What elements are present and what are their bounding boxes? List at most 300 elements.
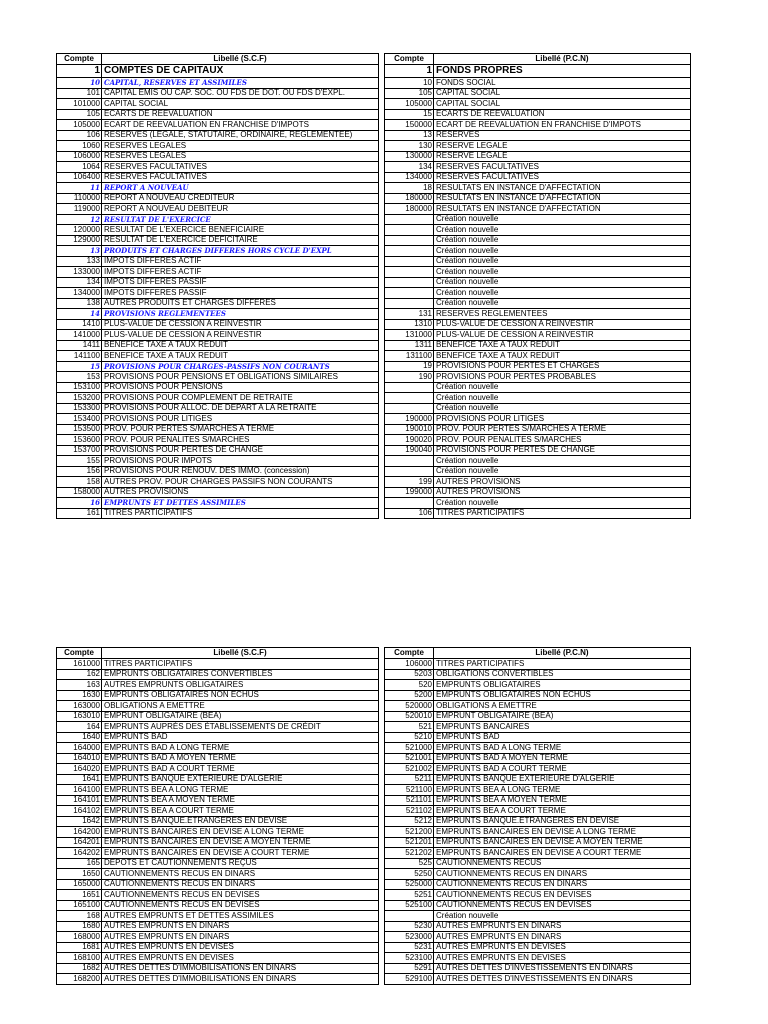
account-label: RESERVE LEGALE bbox=[434, 141, 691, 152]
account-label: PRODUITS ET CHARGES DIFFERES HORS CYCLE D'EXPL bbox=[102, 246, 379, 257]
account-label: CAPITAL, RESERVES ET ASSIMILES bbox=[102, 78, 379, 89]
table-row bbox=[385, 942, 691, 953]
table-row bbox=[385, 393, 691, 404]
table-row bbox=[57, 911, 379, 922]
table-row bbox=[57, 424, 379, 435]
table-row bbox=[57, 837, 379, 848]
table-row bbox=[57, 974, 379, 985]
table-row bbox=[57, 414, 379, 425]
account-code bbox=[385, 456, 434, 467]
account-label: AUTRES EMPRUNTS EN DEVISES bbox=[434, 942, 691, 953]
table-row bbox=[57, 890, 379, 901]
table-row bbox=[385, 785, 691, 796]
table-row bbox=[57, 963, 379, 974]
table-row bbox=[57, 900, 379, 911]
account-label: Création nouvelle bbox=[434, 288, 691, 299]
account-code bbox=[385, 393, 434, 404]
table-row bbox=[385, 890, 691, 901]
account-code: 525000 bbox=[385, 879, 434, 890]
account-code bbox=[385, 277, 434, 288]
account-label: Création nouvelle bbox=[434, 456, 691, 467]
account-label: ECART DE REEVALUATION EN FRANCHISE D'IMPOTS bbox=[434, 120, 691, 131]
account-code: 165 bbox=[57, 858, 102, 869]
account-code: 521100 bbox=[385, 785, 434, 796]
table-row bbox=[385, 816, 691, 827]
table-row bbox=[385, 827, 691, 838]
table-row bbox=[385, 256, 691, 267]
table-row bbox=[385, 477, 691, 488]
table-row bbox=[57, 953, 379, 964]
account-label: CAPITAL SOCIAL bbox=[434, 88, 691, 99]
account-label: AUTRES EMPRUNTS ET DETTES ASSIMILES bbox=[102, 911, 379, 922]
table-row bbox=[385, 109, 691, 120]
account-code: 165000 bbox=[57, 879, 102, 890]
account-code: 5212 bbox=[385, 816, 434, 827]
account-code: 164201 bbox=[57, 837, 102, 848]
account-code: 190 bbox=[385, 372, 434, 383]
table-row bbox=[385, 246, 691, 257]
table-row bbox=[385, 743, 691, 754]
table-row bbox=[385, 837, 691, 848]
account-label: CAUTIONNEMENTS RECUS EN DINARS bbox=[102, 869, 379, 880]
account-label: EMPRUNTS BEA A MOYEN TERME bbox=[434, 795, 691, 806]
account-label: OBLIGATIONS A EMETTRE bbox=[102, 701, 379, 712]
table-row bbox=[385, 963, 691, 974]
account-code: 521101 bbox=[385, 795, 434, 806]
table-row bbox=[57, 372, 379, 383]
account-label: RESULTAT DE L'EXERCICE BENEFICIAIRE bbox=[102, 225, 379, 236]
table-row bbox=[57, 732, 379, 743]
table-row bbox=[385, 795, 691, 806]
table-row bbox=[385, 722, 691, 733]
section-row bbox=[57, 183, 379, 194]
account-label: EMPRUNTS BAD A LONG TERME bbox=[434, 743, 691, 754]
account-label: RESERVES REGLEMENTEES bbox=[434, 309, 691, 320]
account-code: 1642 bbox=[57, 816, 102, 827]
account-code: 134 bbox=[385, 162, 434, 173]
table-row bbox=[57, 816, 379, 827]
account-code: 16 bbox=[57, 498, 102, 509]
account-label: EMPRUNTS OBLIGATAIRES CONVERTIBLES bbox=[102, 669, 379, 680]
account-code: 131 bbox=[385, 309, 434, 320]
table-row bbox=[385, 435, 691, 446]
account-code: 521102 bbox=[385, 806, 434, 817]
account-label: CAUTIONNEMENTS RECUS EN DINARS bbox=[102, 879, 379, 890]
table-row bbox=[385, 351, 691, 362]
table-row bbox=[385, 298, 691, 309]
account-code: 131000 bbox=[385, 330, 434, 341]
table-row bbox=[57, 869, 379, 880]
account-label: PLUS-VALUE DE CESSION A REINVESTIR bbox=[102, 319, 379, 330]
account-code: 163010 bbox=[57, 711, 102, 722]
account-code: 165100 bbox=[57, 900, 102, 911]
account-code bbox=[385, 267, 434, 278]
table-row bbox=[57, 298, 379, 309]
header-row bbox=[385, 54, 691, 65]
account-label: Création nouvelle bbox=[434, 403, 691, 414]
table-row bbox=[57, 445, 379, 456]
account-code bbox=[385, 288, 434, 299]
account-label: RESERVES FACULTATIVES bbox=[434, 172, 691, 183]
account-code: 1640 bbox=[57, 732, 102, 743]
account-code: 105000 bbox=[385, 99, 434, 110]
account-label: PLUS-VALUE DE CESSION A REINVESTIR bbox=[102, 330, 379, 341]
account-code: 190040 bbox=[385, 445, 434, 456]
account-code: 168100 bbox=[57, 953, 102, 964]
account-code: 19 bbox=[385, 361, 434, 372]
account-label: EMPRUNTS OBLIGATAIRES NON ECHUS bbox=[434, 690, 691, 701]
account-code bbox=[385, 498, 434, 509]
table-row bbox=[385, 869, 691, 880]
account-code: 15 bbox=[385, 109, 434, 120]
account-code: 110000 bbox=[57, 193, 102, 204]
account-label: EMPRUNTS OBLIGATAIRES bbox=[434, 680, 691, 691]
table-row bbox=[57, 88, 379, 99]
account-label: EMPRUNT OBLIGATAIRE (BEA) bbox=[102, 711, 379, 722]
libelle-scf-header: Libellé (S.C.F) bbox=[102, 54, 379, 65]
account-code: 13 bbox=[385, 130, 434, 141]
account-label: BENEFICE TAXE A TAUX REDUIT bbox=[102, 340, 379, 351]
table-row bbox=[57, 858, 379, 869]
account-label: EMPRUNTS BANCAIRES EN DEVISE A MOYEN TERME bbox=[434, 837, 691, 848]
account-label: EMPRUNTS ET DETTES ASSIMILES bbox=[102, 498, 379, 509]
account-label: TITRES PARTICIPATIFS bbox=[102, 659, 379, 670]
section-row bbox=[57, 78, 379, 89]
account-code: 10 bbox=[385, 78, 434, 89]
table-row bbox=[57, 764, 379, 775]
account-code: 521002 bbox=[385, 764, 434, 775]
account-code: 164200 bbox=[57, 827, 102, 838]
table-row bbox=[385, 141, 691, 152]
table-row bbox=[57, 879, 379, 890]
account-code: 120000 bbox=[57, 225, 102, 236]
table-row bbox=[385, 711, 691, 722]
account-label: EMPRUNTS BANCAIRES bbox=[434, 722, 691, 733]
table-row bbox=[57, 141, 379, 152]
table-row bbox=[57, 508, 379, 519]
account-code: 190010 bbox=[385, 424, 434, 435]
table-row bbox=[385, 193, 691, 204]
account-code: 164102 bbox=[57, 806, 102, 817]
account-code: 158 bbox=[57, 477, 102, 488]
account-code: 1311 bbox=[385, 340, 434, 351]
account-label: REPORT A NOUVEAU CREDITEUR bbox=[102, 193, 379, 204]
account-code: 520000 bbox=[385, 701, 434, 712]
account-code: 199 bbox=[385, 477, 434, 488]
pcn-table-1 bbox=[384, 53, 691, 519]
table-row bbox=[385, 879, 691, 890]
table-row bbox=[57, 256, 379, 267]
table-row bbox=[385, 361, 691, 372]
account-code: 520 bbox=[385, 680, 434, 691]
account-code: 521001 bbox=[385, 753, 434, 764]
table-row bbox=[385, 690, 691, 701]
account-label: RESULTATS EN INSTANCE D'AFFECTATION bbox=[434, 183, 691, 194]
table-row bbox=[57, 942, 379, 953]
account-code: 153300 bbox=[57, 403, 102, 414]
table-row bbox=[385, 732, 691, 743]
account-code: 153600 bbox=[57, 435, 102, 446]
account-code: 150000 bbox=[385, 120, 434, 131]
account-code: 105 bbox=[57, 109, 102, 120]
account-code: 15 bbox=[57, 361, 102, 372]
table-row bbox=[385, 235, 691, 246]
libelle-pcn-header: Libellé (P.C.N) bbox=[434, 648, 691, 659]
account-label: CAUTIONNEMENTS RECUS EN DEVISES bbox=[102, 890, 379, 901]
account-code: 5291 bbox=[385, 963, 434, 974]
account-label: EMPRUNTS BEA A LONG TERME bbox=[102, 785, 379, 796]
table-row bbox=[57, 785, 379, 796]
account-code: 106000 bbox=[385, 659, 434, 670]
account-code: 1641 bbox=[57, 774, 102, 785]
account-label: FONDS PROPRES bbox=[434, 65, 691, 78]
account-code: 141000 bbox=[57, 330, 102, 341]
account-code: 141100 bbox=[57, 351, 102, 362]
account-code: 5251 bbox=[385, 890, 434, 901]
table-row bbox=[57, 120, 379, 131]
scf-table-2-body bbox=[57, 659, 379, 985]
account-code: 164 bbox=[57, 722, 102, 733]
account-label: AUTRES DETTES D'IMMOBILISATIONS EN DINARS bbox=[102, 974, 379, 985]
account-label: CAPITAL SOCIAL bbox=[434, 99, 691, 110]
account-code: 129000 bbox=[57, 235, 102, 246]
compte-header: Compte bbox=[385, 54, 434, 65]
account-label: PROVISIONS POUR COMPLEMENT DE RETRAITE bbox=[102, 393, 379, 404]
table-row bbox=[385, 403, 691, 414]
table-row bbox=[57, 753, 379, 764]
account-label: RESERVES bbox=[434, 130, 691, 141]
account-code: 106000 bbox=[57, 151, 102, 162]
table-row bbox=[57, 382, 379, 393]
account-code: 133000 bbox=[57, 267, 102, 278]
table-row bbox=[385, 309, 691, 320]
table-row bbox=[385, 974, 691, 985]
table-row bbox=[57, 722, 379, 733]
account-label: PROVISIONS POUR PERTES DE CHANGE bbox=[102, 445, 379, 456]
table-row bbox=[57, 690, 379, 701]
table-row bbox=[385, 372, 691, 383]
table-row bbox=[385, 162, 691, 173]
account-code: 1630 bbox=[57, 690, 102, 701]
account-label: AUTRES DETTES D'INVESTISSEMENTS EN DINARS bbox=[434, 963, 691, 974]
pcn-table-1-body bbox=[385, 65, 691, 519]
account-code: 138 bbox=[57, 298, 102, 309]
table-row bbox=[385, 120, 691, 131]
account-code: 1682 bbox=[57, 963, 102, 974]
account-code: 1410 bbox=[57, 319, 102, 330]
account-code: 119000 bbox=[57, 204, 102, 215]
account-code: 105000 bbox=[57, 120, 102, 131]
account-code: 153500 bbox=[57, 424, 102, 435]
libelle-scf-header: Libellé (S.C.F) bbox=[102, 648, 379, 659]
account-code: 1060 bbox=[57, 141, 102, 152]
table-row bbox=[385, 508, 691, 519]
account-label: EMPRUNTS BAD A COURT TERME bbox=[102, 764, 379, 775]
table-row bbox=[57, 393, 379, 404]
section-row bbox=[57, 214, 379, 225]
account-label: AUTRES PROVISIONS bbox=[102, 487, 379, 498]
table-row bbox=[57, 109, 379, 120]
account-label: RESERVES LEGALES bbox=[102, 141, 379, 152]
header-row bbox=[57, 54, 379, 65]
account-label: EMPRUNTS BEA A LONG TERME bbox=[434, 785, 691, 796]
account-code: 134 bbox=[57, 277, 102, 288]
table-row bbox=[57, 774, 379, 785]
account-label: EMPRUNTS BAD A LONG TERME bbox=[102, 743, 379, 754]
account-label: EMPRUNTS BANQUE.ETRANGERES EN DEVISE bbox=[434, 816, 691, 827]
account-code: 164100 bbox=[57, 785, 102, 796]
account-label: Création nouvelle bbox=[434, 225, 691, 236]
account-code: 131100 bbox=[385, 351, 434, 362]
section-row bbox=[57, 309, 379, 320]
account-code: 164101 bbox=[57, 795, 102, 806]
table-row bbox=[57, 743, 379, 754]
account-label: CAPITAL SOCIAL bbox=[102, 99, 379, 110]
account-code: 130000 bbox=[385, 151, 434, 162]
account-code: 521000 bbox=[385, 743, 434, 754]
account-label: RESERVES FACULTATIVES bbox=[434, 162, 691, 173]
table-row bbox=[385, 340, 691, 351]
account-label: EMPRUNTS BANQUE EXTERIEURE D'ALGERIE bbox=[434, 774, 691, 785]
account-label: PROV. POUR PENALITES S/MARCHES bbox=[102, 435, 379, 446]
table-row bbox=[57, 456, 379, 467]
account-label: EMPRUNTS BAD bbox=[434, 732, 691, 743]
table-row bbox=[57, 477, 379, 488]
table-row bbox=[57, 351, 379, 362]
table-row bbox=[57, 235, 379, 246]
account-label: AUTRES DETTES D'INVESTISSEMENTS EN DINARS bbox=[434, 974, 691, 985]
account-label: EMPRUNTS BAD A MOYEN TERME bbox=[102, 753, 379, 764]
account-label: CAUTIONNEMENTS RECUS bbox=[434, 858, 691, 869]
table-row bbox=[385, 932, 691, 943]
table-row bbox=[57, 848, 379, 859]
table-row bbox=[385, 382, 691, 393]
account-label: AUTRES PROVISIONS bbox=[434, 477, 691, 488]
account-code: 523000 bbox=[385, 932, 434, 943]
account-code: 162 bbox=[57, 669, 102, 680]
account-code: 521201 bbox=[385, 837, 434, 848]
account-label: BENEFICE TAXE A TAUX REDUIT bbox=[102, 351, 379, 362]
table-row bbox=[57, 659, 379, 670]
account-label: AUTRES EMPRUNTS EN DEVISES bbox=[434, 953, 691, 964]
table-row bbox=[385, 78, 691, 89]
account-label: AUTRES EMPRUNTS EN DEVISES bbox=[102, 953, 379, 964]
account-label: PROVISIONS POUR IMPOTS bbox=[102, 456, 379, 467]
account-label: IMPOTS DIFFERES PASSIF bbox=[102, 288, 379, 299]
table-row bbox=[385, 921, 691, 932]
account-code: 164020 bbox=[57, 764, 102, 775]
table-row bbox=[385, 204, 691, 215]
account-code: 133 bbox=[57, 256, 102, 267]
account-label: DÉPÔTS ET CAUTIONNEMENTS REÇUS bbox=[102, 858, 379, 869]
account-label: Création nouvelle bbox=[434, 911, 691, 922]
account-code: 1411 bbox=[57, 340, 102, 351]
table-row bbox=[57, 267, 379, 278]
table-row bbox=[57, 277, 379, 288]
table-row bbox=[57, 466, 379, 477]
account-code: 164000 bbox=[57, 743, 102, 754]
table-row bbox=[57, 193, 379, 204]
account-label: PROVISIONS POUR PENSIONS bbox=[102, 382, 379, 393]
account-label: RESERVES (LEGALE, STATUTAIRE, ORDINAIRE, REGLEMENTEE) bbox=[102, 130, 379, 141]
pcn-table-2 bbox=[384, 647, 691, 985]
table-row bbox=[385, 445, 691, 456]
account-label: IMPOTS DIFFERES ACTIF bbox=[102, 256, 379, 267]
table-row bbox=[57, 330, 379, 341]
account-code: 13 bbox=[57, 246, 102, 257]
account-code: 5203 bbox=[385, 669, 434, 680]
account-label: RESULTAT DE L'EXERCICE DEFICITAIRE bbox=[102, 235, 379, 246]
table-row bbox=[385, 88, 691, 99]
account-label: Création nouvelle bbox=[434, 246, 691, 257]
account-code: 14 bbox=[57, 309, 102, 320]
account-code: 163000 bbox=[57, 701, 102, 712]
table-row bbox=[385, 424, 691, 435]
account-code: 180000 bbox=[385, 193, 434, 204]
account-code: 5231 bbox=[385, 942, 434, 953]
account-label: AUTRES PROV. POUR CHARGES PASSIFS NON COURANTS bbox=[102, 477, 379, 488]
account-label: PLUS-VALUE DE CESSION A REINVESTIR bbox=[434, 330, 691, 341]
scf-table-1-body bbox=[57, 65, 379, 519]
table-row bbox=[385, 848, 691, 859]
account-label: Création nouvelle bbox=[434, 498, 691, 509]
section-row bbox=[57, 361, 379, 372]
header-row bbox=[57, 648, 379, 659]
account-code: 199000 bbox=[385, 487, 434, 498]
account-label: TITRES PARTICIPATIFS bbox=[434, 659, 691, 670]
table-row bbox=[57, 806, 379, 817]
table-row bbox=[385, 99, 691, 110]
account-label: Création nouvelle bbox=[434, 214, 691, 225]
table-row bbox=[57, 932, 379, 943]
account-label: PROVISIONS POUR ALLOC. DE DEPART A LA RETRAITE bbox=[102, 403, 379, 414]
account-code: 106 bbox=[385, 508, 434, 519]
account-label: IMPOTS DIFFERES ACTIF bbox=[102, 267, 379, 278]
account-label: PROVISIONS POUR PERTES DE CHANGE bbox=[434, 445, 691, 456]
account-label: Création nouvelle bbox=[434, 235, 691, 246]
account-code: 164202 bbox=[57, 848, 102, 859]
table-row bbox=[57, 680, 379, 691]
account-code: 134000 bbox=[57, 288, 102, 299]
account-label: ECART DE REEVALUATION EN FRANCHISE D'IMPOTS bbox=[102, 120, 379, 131]
account-label: Création nouvelle bbox=[434, 277, 691, 288]
account-label: ECARTS DE REEVALUATION bbox=[102, 109, 379, 120]
account-label: AUTRES EMPRUNTS EN DINARS bbox=[102, 921, 379, 932]
account-label: AUTRES EMPRUNTS EN DINARS bbox=[434, 932, 691, 943]
account-label: RESULTATS EN INSTANCE D'AFFECTATION bbox=[434, 204, 691, 215]
table-row bbox=[385, 953, 691, 964]
account-label: EMPRUNTS BANCAIRES EN DEVISE A COURT TERME bbox=[102, 848, 379, 859]
table-row bbox=[385, 900, 691, 911]
account-label: CAUTIONNEMENTS RECUS EN DINARS bbox=[434, 869, 691, 880]
account-code: 1064 bbox=[57, 162, 102, 173]
account-code: 1310 bbox=[385, 319, 434, 330]
account-code: 521200 bbox=[385, 827, 434, 838]
account-code: 1680 bbox=[57, 921, 102, 932]
account-code: 130 bbox=[385, 141, 434, 152]
table-row bbox=[385, 753, 691, 764]
table-row bbox=[385, 319, 691, 330]
account-code: 153100 bbox=[57, 382, 102, 393]
compte-header: Compte bbox=[385, 648, 434, 659]
account-code: 525100 bbox=[385, 900, 434, 911]
account-code: 529100 bbox=[385, 974, 434, 985]
scf-table-1 bbox=[56, 53, 379, 519]
table-row bbox=[385, 183, 691, 194]
account-label: AUTRES EMPRUNTS EN DINARS bbox=[102, 932, 379, 943]
table-row bbox=[385, 487, 691, 498]
table-row bbox=[57, 340, 379, 351]
